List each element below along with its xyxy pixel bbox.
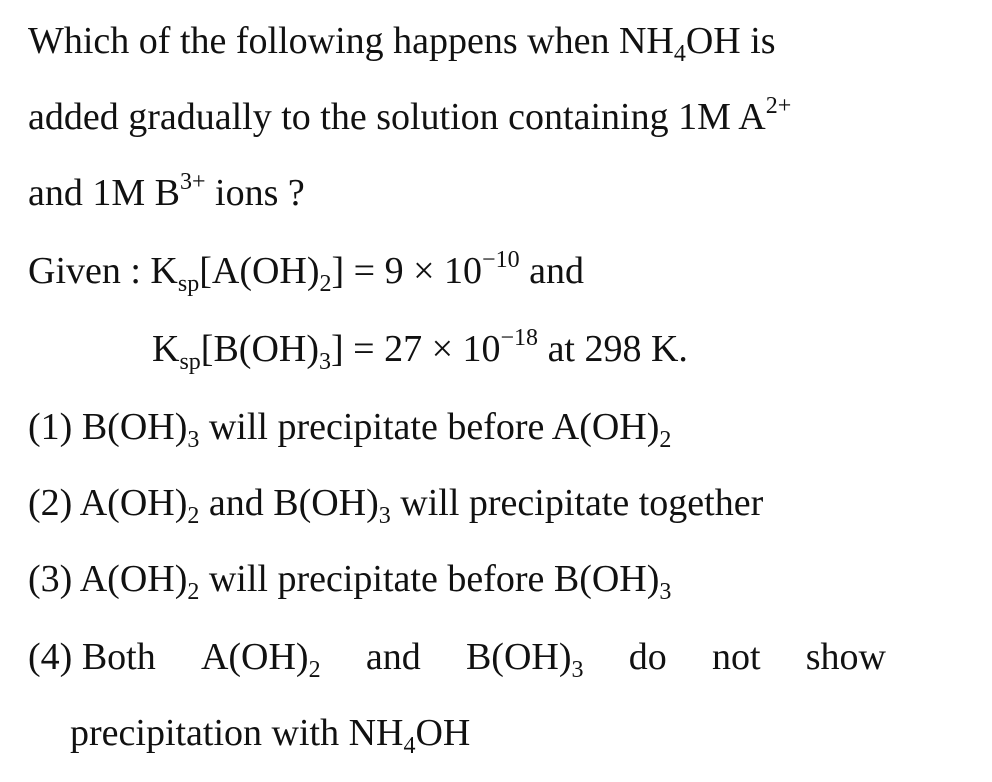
- given-eq2-mid: [B(OH): [200, 328, 319, 370]
- option-4-word-show: show: [805, 636, 886, 678]
- ksp-subscript-2: sp: [179, 349, 201, 375]
- question-text-2: added gradually to the solution containing 1M A: [28, 96, 766, 138]
- option-4-number: (4): [28, 636, 73, 678]
- ksp-subscript-1: sp: [177, 271, 200, 297]
- option-2-sub-a: 2: [187, 503, 200, 529]
- given-eq1-rest: ] = 9 × 10: [331, 250, 483, 292]
- option-4-cont-tail: OH: [415, 712, 471, 754]
- option-3[interactable]: [28, 556, 672, 605]
- question-line-2: [28, 94, 791, 140]
- option-4-cont-sub: 4: [403, 733, 416, 759]
- option-2[interactable]: [28, 480, 764, 529]
- option-2-text-a: A(OH): [72, 482, 188, 524]
- given-eq1-tail: and: [519, 250, 584, 292]
- given-eq1-exponent: −10: [482, 247, 520, 273]
- option-4-word-do: do: [628, 636, 667, 678]
- option-4-cont-text: precipitation with NH: [70, 712, 404, 754]
- option-1-text-a: B(OH): [72, 406, 188, 448]
- given-label: Given : K: [28, 250, 178, 292]
- option-4-sub-1: 2: [308, 657, 321, 683]
- option-4-word-both: Both: [81, 636, 156, 678]
- option-4-sub-2: 3: [571, 657, 584, 683]
- question-text-1-tail: OH is: [685, 20, 776, 62]
- option-4-word-aoh: A(OH): [200, 636, 309, 678]
- option-3-text-a: A(OH): [72, 558, 188, 600]
- option-2-text-c: will precipitate together: [390, 482, 764, 524]
- option-3-sub-a: 2: [187, 579, 200, 605]
- option-3-text-b: will precipitate before B(OH): [199, 558, 660, 600]
- question-text-1: Which of the following happens when NH: [28, 20, 674, 62]
- option-2-number: (2): [28, 482, 73, 524]
- given-eq1-mid: [A(OH): [199, 250, 320, 292]
- option-4-boh: [465, 634, 584, 683]
- given-eq1-sub2: 2: [319, 271, 332, 297]
- option-4[interactable]: [28, 634, 886, 683]
- b-charge: 3+: [180, 169, 206, 195]
- nh4-subscript: 4: [673, 41, 686, 67]
- given-eq2-k: K: [152, 328, 180, 370]
- option-3-sub-b: 3: [659, 579, 672, 605]
- question-line-3: [28, 170, 305, 216]
- question-text-3: and 1M B: [28, 172, 180, 214]
- option-4-word-boh: B(OH): [465, 636, 572, 678]
- given-line-1: [28, 247, 584, 297]
- option-1-sub-a: 3: [187, 427, 200, 453]
- option-4-first: [28, 634, 156, 680]
- given-eq2-rest: ] = 27 × 10: [331, 328, 501, 370]
- option-1[interactable]: [28, 404, 672, 453]
- option-4-continuation: [70, 710, 471, 759]
- given-line-2: [152, 325, 688, 375]
- option-3-number: (3): [28, 558, 73, 600]
- option-4-word-not: not: [711, 636, 761, 678]
- question-line-1: [28, 18, 776, 67]
- option-4-aoh: [200, 634, 321, 683]
- option-1-text-b: will precipitate before A(OH): [199, 406, 660, 448]
- option-2-sub-b: 3: [378, 503, 391, 529]
- option-1-sub-b: 2: [659, 427, 672, 453]
- a-charge: 2+: [765, 93, 792, 119]
- given-eq2-exponent: −18: [500, 325, 539, 351]
- given-eq2-tail: at 298 K.: [538, 328, 688, 370]
- given-eq2-sub2: 3: [319, 349, 331, 375]
- option-1-number: (1): [28, 406, 73, 448]
- option-2-text-b: and B(OH): [199, 482, 379, 524]
- question-text-3-tail: ions ?: [205, 172, 305, 214]
- option-4-word-and: and: [365, 636, 421, 678]
